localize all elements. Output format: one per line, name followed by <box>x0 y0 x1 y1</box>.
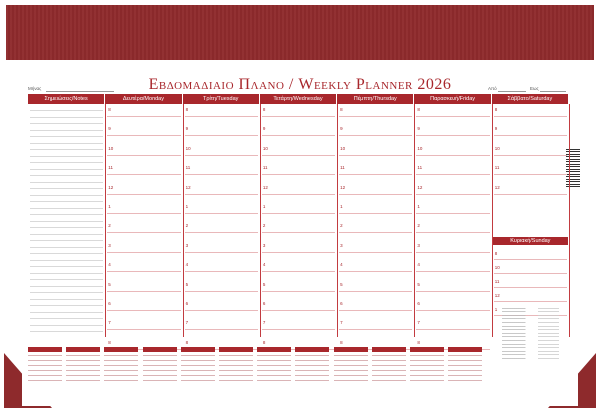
hour-label: 12 <box>340 184 346 190</box>
hour-label: 10 <box>417 145 423 151</box>
notes-line <box>30 188 103 189</box>
hour-row-line <box>262 135 335 136</box>
hour-label: 10 <box>108 145 114 151</box>
hour-row-line <box>262 329 335 330</box>
hour-label: 9 <box>417 126 420 132</box>
hour-row-line <box>416 271 489 272</box>
hour-row-line <box>494 135 567 136</box>
hour-label: 3 <box>340 242 343 248</box>
top-leather-band <box>6 5 594 60</box>
day-column-4[interactable] <box>337 104 415 337</box>
notes-line <box>30 260 103 261</box>
mini-month-header <box>181 347 215 352</box>
notes-line <box>30 156 103 157</box>
mini-month-8 <box>295 347 329 383</box>
hour-row-line <box>262 252 335 253</box>
hour-label: 9 <box>185 126 189 132</box>
hour-row-line <box>339 194 412 195</box>
notes-line <box>30 240 103 241</box>
month-label: Μήνας <box>28 86 42 91</box>
mini-month-header <box>28 347 62 352</box>
hour-row-line <box>185 116 258 117</box>
hour-label: 11 <box>494 165 500 171</box>
hour-label: 2 <box>340 223 343 229</box>
hour-label: 1 <box>494 306 498 312</box>
hour-label: 6 <box>185 301 189 306</box>
page-title: Εβδομαδιαιο Πλανο / Weekly Planner 2026 <box>148 76 452 93</box>
hour-label: 10 <box>494 145 500 151</box>
mini-month-header <box>143 347 177 352</box>
notes-line <box>30 331 103 332</box>
hour-label: 7 <box>417 320 420 326</box>
notes-line <box>30 305 103 306</box>
mini-month-days <box>143 353 177 383</box>
sunday-header: Κυριακή/Sunday <box>493 237 568 245</box>
hour-label: 7 <box>340 320 343 326</box>
notes-line <box>30 318 103 319</box>
hour-label: 7 <box>262 320 266 326</box>
hour-row-line <box>416 252 489 253</box>
hour-row-line <box>185 174 258 175</box>
hour-row-line <box>416 194 489 195</box>
hour-label: 12 <box>185 184 191 190</box>
hour-row-line <box>416 329 489 330</box>
hour-label: 3 <box>185 242 189 248</box>
hour-label: 12 <box>417 184 423 190</box>
hour-row-line <box>494 273 567 274</box>
hour-row-line <box>339 232 412 233</box>
hour-row-line <box>416 310 489 311</box>
hour-label: 10 <box>185 145 191 151</box>
hour-label: 9 <box>340 126 343 132</box>
hour-row-line <box>107 329 180 330</box>
holiday-row <box>502 356 564 360</box>
hour-label: 4 <box>340 262 343 268</box>
hour-label: 4 <box>185 262 189 268</box>
hour-row-line <box>185 155 258 156</box>
planner-sheet <box>22 60 578 406</box>
hour-row-line <box>107 116 180 117</box>
hour-row-line <box>107 310 180 311</box>
hour-row-line <box>339 252 412 253</box>
notes-line <box>30 299 103 300</box>
notes-line <box>30 149 103 150</box>
column-header-6: Σάββατο/Saturday <box>492 94 569 104</box>
mini-month-days <box>66 353 100 383</box>
hour-label: 6 <box>262 301 266 306</box>
mini-month-header <box>334 347 368 352</box>
hour-row-line <box>494 287 567 288</box>
hour-label: 3 <box>262 242 266 248</box>
notes-line <box>30 130 103 131</box>
notes-line <box>30 266 103 267</box>
hour-row-line <box>107 174 180 175</box>
hour-label: 11 <box>262 165 268 171</box>
hour-row-line <box>416 174 489 175</box>
hour-label: 5 <box>262 281 266 287</box>
day-column-1[interactable] <box>105 104 183 337</box>
hour-row-line <box>262 271 335 272</box>
hour-label: 6 <box>108 301 111 306</box>
notes-line <box>30 312 103 313</box>
column-header-0: Σημειώσεις/Notes <box>28 94 105 104</box>
mini-month-header <box>257 347 291 352</box>
hour-label: 5 <box>108 281 111 287</box>
hour-label: 10 <box>340 145 346 151</box>
hour-label: 9 <box>494 126 498 132</box>
hour-label: 8 <box>340 107 343 112</box>
hour-label: 4 <box>417 262 420 268</box>
hour-row-line <box>416 213 489 214</box>
mini-month-3 <box>104 347 138 383</box>
from-field[interactable] <box>498 91 526 92</box>
hour-row-line <box>185 213 258 214</box>
hour-row-line <box>339 291 412 292</box>
hour-label: 11 <box>417 165 423 171</box>
mini-month-days <box>410 353 444 383</box>
hour-row-line <box>107 194 180 195</box>
hour-row-line <box>416 116 489 117</box>
hour-row-line <box>339 329 412 330</box>
hour-row-line <box>185 271 258 272</box>
mini-month-12 <box>448 347 482 383</box>
notes-line <box>30 110 103 111</box>
to-field[interactable] <box>540 91 566 92</box>
holidays-list <box>502 306 564 366</box>
column-header-2: Τρίτη/Tuesday <box>183 94 260 104</box>
mini-month-days <box>28 353 62 383</box>
hour-row-line <box>416 232 489 233</box>
hour-label: 8 <box>185 107 189 112</box>
hour-label: 12 <box>262 184 268 190</box>
notes-line <box>30 325 103 326</box>
hour-row-line <box>107 135 180 136</box>
hour-row-line <box>339 155 412 156</box>
mini-month-header <box>104 347 138 352</box>
to-label: Εως <box>530 86 539 91</box>
notes-line <box>30 208 103 209</box>
hour-row-line <box>262 174 335 175</box>
mini-month-9 <box>334 347 368 383</box>
hour-label: 7 <box>108 320 111 326</box>
hour-label: 8 <box>417 107 420 112</box>
hour-row-line <box>494 116 567 117</box>
hour-label: 7 <box>185 320 189 326</box>
hour-label: 3 <box>108 242 111 248</box>
hour-row-line <box>339 271 412 272</box>
notes-line <box>30 143 103 144</box>
mini-month-7 <box>257 347 291 383</box>
hour-label: 8 <box>262 107 266 112</box>
hour-row-line <box>107 232 180 233</box>
hour-row-line <box>416 155 489 156</box>
mini-month-days <box>257 353 291 383</box>
hour-row-line <box>494 301 567 302</box>
mini-month-days <box>334 353 368 383</box>
notes-line <box>30 227 103 228</box>
hour-label: 12 <box>494 184 500 190</box>
hour-label: 2 <box>185 223 189 229</box>
hour-row-line <box>339 174 412 175</box>
mini-month-10 <box>372 347 406 383</box>
hour-label: 10 <box>494 264 500 270</box>
hour-label: 8 <box>494 250 498 256</box>
mini-month-days <box>295 353 329 383</box>
mini-month-header <box>295 347 329 352</box>
notes-line <box>30 195 103 196</box>
hour-label: 8 <box>108 107 111 112</box>
notes-line <box>30 253 103 254</box>
day-column-6[interactable] <box>492 104 570 337</box>
hour-row-line <box>262 232 335 233</box>
mini-month-days <box>104 353 138 383</box>
notes-line <box>30 182 103 183</box>
notes-line <box>30 162 103 163</box>
notes-line <box>30 292 103 293</box>
hour-label: 2 <box>417 223 420 229</box>
mini-month-days <box>181 353 215 383</box>
hour-row-line <box>185 194 258 195</box>
hour-label: 12 <box>108 184 114 190</box>
mini-month-header <box>448 347 482 352</box>
hour-row-line <box>107 291 180 292</box>
column-header-4: Πέμπτη/Thursday <box>337 94 414 104</box>
hour-label: 11 <box>340 165 345 171</box>
mini-month-6 <box>219 347 253 383</box>
hour-label: 1 <box>108 204 111 209</box>
notes-line <box>30 136 103 137</box>
hour-label: 8 <box>494 107 498 112</box>
hour-row-line <box>494 155 567 156</box>
hour-label: 1 <box>185 204 189 209</box>
hour-row-line <box>494 194 567 195</box>
hour-label: 1 <box>262 204 266 209</box>
hour-label: 1 <box>417 204 420 209</box>
hour-row-line <box>339 135 412 136</box>
hour-row-line <box>494 174 567 175</box>
hour-row-line <box>262 213 335 214</box>
hour-label: 5 <box>417 281 420 287</box>
hour-row-line <box>107 252 180 253</box>
notes-line <box>30 117 103 118</box>
mini-month-days <box>372 353 406 383</box>
hour-label: 2 <box>108 223 111 229</box>
hour-row-line <box>185 310 258 311</box>
notes-line <box>30 123 103 124</box>
notes-line <box>30 279 103 280</box>
hour-row-line <box>416 135 489 136</box>
mini-month-2 <box>66 347 100 383</box>
hour-row-line <box>339 116 412 117</box>
year-calendar-strip <box>28 347 569 397</box>
weekly-grid <box>28 94 569 345</box>
notes-line <box>30 234 103 235</box>
hour-label: 8 <box>262 339 266 345</box>
hour-label: 10 <box>262 145 268 151</box>
hour-label: 2 <box>262 223 266 229</box>
hour-row-line <box>262 194 335 195</box>
hour-label: 8 <box>108 339 111 345</box>
notes-line <box>30 169 103 170</box>
mini-month-days <box>448 353 482 383</box>
hour-row-line <box>416 291 489 292</box>
hour-row-line <box>185 252 258 253</box>
hour-label: 11 <box>108 165 113 171</box>
hour-label: 8 <box>185 339 189 345</box>
column-header-5: Παρασκευή/Friday <box>414 94 491 104</box>
day-column-3[interactable] <box>260 104 338 337</box>
hour-row-line <box>185 135 258 136</box>
hour-row-line <box>107 155 180 156</box>
hour-row-line <box>494 259 567 260</box>
hour-row-line <box>107 213 180 214</box>
hour-label: 12 <box>494 292 500 298</box>
hour-row-line <box>262 155 335 156</box>
mini-month-11 <box>410 347 444 383</box>
hour-label: 5 <box>185 281 189 287</box>
hour-label: 6 <box>340 301 343 306</box>
hour-label: 9 <box>262 126 266 132</box>
day-column-2[interactable] <box>183 104 261 337</box>
hour-label: 4 <box>108 262 111 268</box>
from-label: Από <box>488 86 497 91</box>
notes-line <box>30 221 103 222</box>
hour-row-line <box>185 232 258 233</box>
mini-month-header <box>66 347 100 352</box>
day-column-5[interactable] <box>414 104 492 337</box>
mini-month-days <box>219 353 253 383</box>
hour-row-line <box>185 291 258 292</box>
hour-label: 11 <box>185 165 191 171</box>
hour-label: 8 <box>417 339 420 345</box>
hour-label: 6 <box>417 301 420 306</box>
notes-line <box>30 214 103 215</box>
hour-label: 8 <box>340 339 343 345</box>
hour-row-line <box>107 271 180 272</box>
mini-month-4 <box>143 347 177 383</box>
hour-label: 1 <box>340 204 343 209</box>
mini-month-header <box>219 347 253 352</box>
notes-line <box>30 286 103 287</box>
mini-month-header <box>372 347 406 352</box>
notes-line <box>30 247 103 248</box>
hour-label: 9 <box>108 126 111 132</box>
hour-label: 4 <box>262 262 266 268</box>
notes-line <box>30 175 103 176</box>
column-header-3: Τετάρτη/Wednesday <box>260 94 337 104</box>
column-header-1: Δευτέρα/Monday <box>105 94 182 104</box>
hour-label: 5 <box>340 281 343 287</box>
hour-label: 3 <box>417 242 420 248</box>
hour-row-line <box>339 213 412 214</box>
mini-month-5 <box>181 347 215 383</box>
hour-row-line <box>262 291 335 292</box>
mini-month-1 <box>28 347 62 383</box>
hour-row-line <box>262 116 335 117</box>
notes-line <box>30 201 103 202</box>
mini-month-header <box>410 347 444 352</box>
hour-row-line <box>339 310 412 311</box>
hour-row-line <box>262 310 335 311</box>
notes-line <box>30 273 103 274</box>
hour-label: 11 <box>494 278 500 284</box>
hour-row-line <box>185 329 258 330</box>
